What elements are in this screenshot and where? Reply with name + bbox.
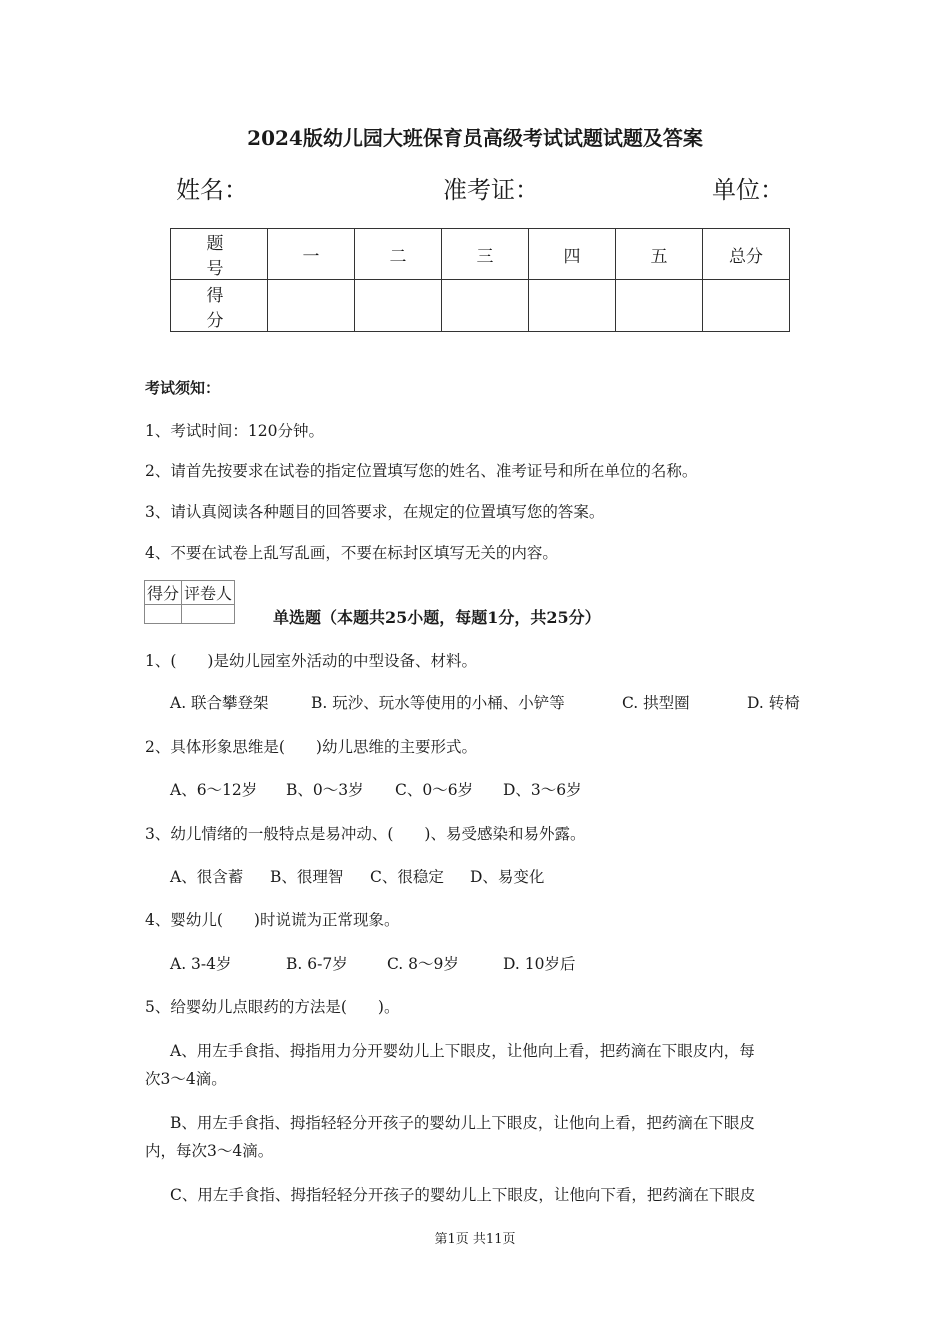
score-cell[interactable] (703, 280, 790, 332)
option-5b-line2[interactable]: 内，每次3～4滴。 (145, 1142, 274, 1160)
notice-item: 4、不要在试卷上乱写乱画，不要在标封区填写无关的内容。 (145, 544, 558, 562)
option-5a-line2[interactable]: 次3～4滴。 (145, 1070, 227, 1088)
score-table-header-cell: 二 (355, 229, 442, 280)
option-1c[interactable]: C. 拱型圈 (622, 694, 690, 712)
option-4c[interactable]: C. 8～9岁 (387, 955, 459, 973)
score-cell[interactable] (529, 280, 616, 332)
grader-score-cell[interactable] (145, 605, 182, 624)
grader-box (144, 580, 235, 624)
exam-id-label: 准考证： (443, 176, 539, 204)
question-2: 2、具体形象思维是( )幼儿思维的主要形式。 (145, 738, 477, 756)
score-table-header-cell: 总分 (703, 229, 790, 280)
option-2b[interactable]: B、0～3岁 (286, 781, 364, 799)
score-table-header-cell: 四 (529, 229, 616, 280)
option-4b[interactable]: B. 6-7岁 (286, 955, 348, 973)
question-4: 4、婴幼儿( )时说谎为正常现象。 (145, 911, 400, 929)
option-3b[interactable]: B、很理智 (270, 868, 344, 886)
option-3c[interactable]: C、很稳定 (370, 868, 444, 886)
notice-item: 3、请认真阅读各种题目的回答要求，在规定的位置填写您的答案。 (145, 503, 605, 521)
option-4a[interactable]: A. 3-4岁 (170, 955, 232, 973)
option-5a-line1[interactable]: A、用左手食指、拇指用力分开婴幼儿上下眼皮，让他向上看，把药滴在下眼皮内，每 (170, 1042, 755, 1060)
option-1a[interactable]: A. 联合攀登架 (170, 694, 269, 712)
score-table-header-cell: 题 号 (171, 229, 268, 280)
option-2a[interactable]: A、6～12岁 (170, 781, 258, 799)
option-3d[interactable]: D、易变化 (470, 868, 545, 886)
score-cell[interactable] (268, 280, 355, 332)
option-1b[interactable]: B. 玩沙、玩水等使用的小桶、小铲等 (311, 694, 565, 712)
notice-item: 2、请首先按要求在试卷的指定位置填写您的姓名、准考证号和所在单位的名称。 (145, 462, 698, 480)
score-cell[interactable] (442, 280, 529, 332)
name-label: 姓名： (176, 176, 248, 204)
option-5b-line1[interactable]: B、用左手食指、拇指轻轻分开孩子的婴幼儿上下眼皮，让他向上看，把药滴在下眼皮 (170, 1114, 755, 1132)
page-footer: 第1页 共11页 (434, 1232, 516, 1247)
score-row-label: 得 分 (171, 280, 268, 332)
question-5: 5、给婴幼儿点眼药的方法是( )。 (145, 998, 400, 1016)
score-table-header-cell: 三 (442, 229, 529, 280)
score-table-header-cell: 一 (268, 229, 355, 280)
unit-label: 单位： (712, 176, 784, 204)
notice-item: 1、考试时间：120分钟。 (145, 422, 324, 440)
score-cell[interactable] (355, 280, 442, 332)
option-2c[interactable]: C、0～6岁 (395, 781, 474, 799)
section-title: 单选题（本题共25小题，每题1分，共25分） (273, 608, 601, 627)
score-table-header-cell: 五 (616, 229, 703, 280)
score-cell[interactable] (616, 280, 703, 332)
page-title: 2024版幼儿园大班保育员高级考试试题试题及答案 (247, 126, 703, 150)
notice-heading: 考试须知： (145, 379, 221, 397)
option-3a[interactable]: A、很含蓄 (170, 868, 244, 886)
grader-name-label: 评卷人 (182, 581, 235, 605)
score-table (170, 228, 790, 332)
option-1d[interactable]: D. 转椅 (747, 694, 800, 712)
question-3: 3、幼儿情绪的一般特点是易冲动、( )、易受感染和易外露。 (145, 825, 586, 843)
grader-name-cell[interactable] (182, 605, 235, 624)
grader-score-label: 得分 (145, 581, 182, 605)
question-1: 1、( )是幼儿园室外活动的中型设备、材料。 (145, 652, 477, 670)
option-2d[interactable]: D、3～6岁 (503, 781, 582, 799)
option-4d[interactable]: D. 10岁后 (503, 955, 576, 973)
option-5c-line1[interactable]: C、用左手食指、拇指轻轻分开孩子的婴幼儿上下眼皮，让他向下看，把药滴在下眼皮 (170, 1186, 756, 1204)
